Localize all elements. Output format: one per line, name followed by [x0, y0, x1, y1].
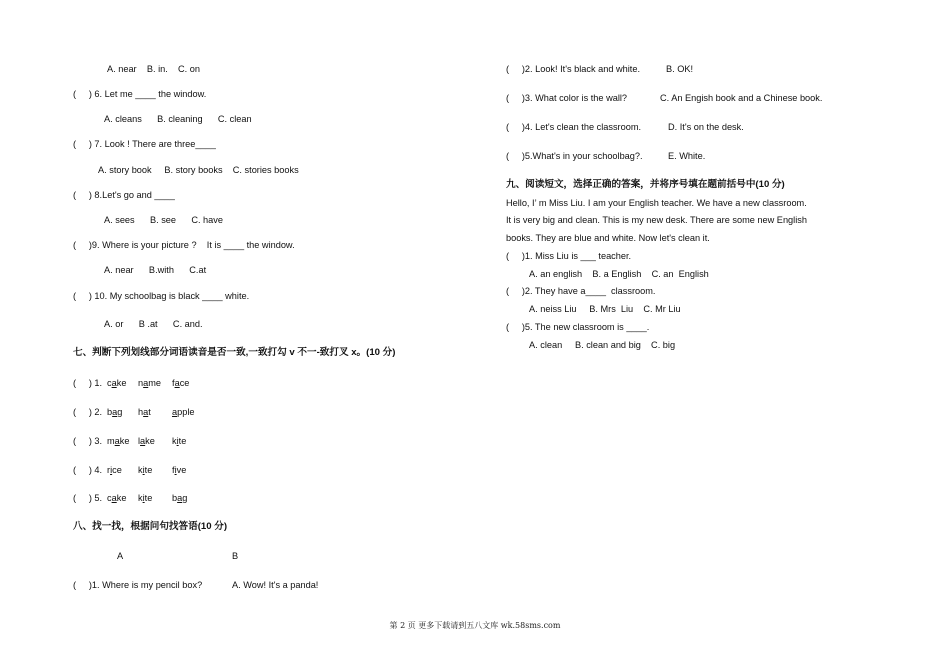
- underlined-letter: i: [174, 465, 177, 475]
- phonics-word: bag: [172, 493, 188, 503]
- reading-question: ( )1. Miss Liu is ___ teacher.: [506, 251, 632, 261]
- match-question: ( )5.What's in your schoolbag?.: [506, 151, 643, 161]
- match-answer: B. OK!: [666, 64, 694, 74]
- phonics-word: kite: [138, 465, 153, 475]
- passage-line: It is very big and clean. This is my new desk. There are some new English: [506, 215, 807, 225]
- underlined-letter: a: [112, 407, 118, 417]
- match-question: ( )2. Look! It's black and white.: [506, 64, 641, 74]
- match-question: ( )3. What color is the wall?: [506, 93, 628, 103]
- question-line: A. story book B. story books C. stories books: [98, 165, 299, 175]
- phonics-word: kite: [138, 493, 153, 503]
- page-footer: 第 2 页 更多下载请到五八文库 wk.58sms.com: [389, 621, 561, 630]
- underlined-letter: a: [143, 407, 149, 417]
- phonics-word: rice: [107, 465, 122, 475]
- phonics-word: face: [172, 378, 190, 388]
- underlined-letter: a: [143, 378, 149, 388]
- match-answer: D. It's on the desk.: [668, 122, 744, 132]
- reading-question: ( )5. The new classroom is ____.: [506, 322, 650, 332]
- phonics-item: ( ) 3.: [73, 436, 108, 446]
- passage-line: books. They are blue and white. Now let's clean it.: [506, 233, 710, 243]
- phonics-word: cake: [107, 378, 127, 388]
- phonics-word: cake: [107, 493, 127, 503]
- column-a-label: A: [117, 551, 124, 561]
- question-line: A. near B.with C.at: [104, 265, 207, 275]
- underlined-letter: a: [111, 378, 117, 388]
- question-line: A. cleans B. cleaning C. clean: [104, 114, 252, 124]
- reading-options: A. neiss Liu B. Mrs Liu C. Mr Liu: [529, 304, 681, 314]
- question-line: ( ) 8.Let's go and ____: [73, 190, 175, 200]
- section-9-title: 九、阅读短文，选择正确的答案，并将序号填在题前括号中(10 分): [506, 179, 785, 190]
- underlined-letter: i: [142, 465, 145, 475]
- phonics-item: ( ) 1.: [73, 378, 108, 388]
- question-line: A. sees B. see C. have: [104, 215, 223, 225]
- match-answer-a: A. Wow! It's a panda!: [232, 580, 319, 590]
- section-8-title: 八、找一找，根据问句找答语(10 分): [73, 521, 228, 532]
- column-b-label: B: [232, 551, 239, 561]
- phonics-item: ( ) 2.: [73, 407, 108, 417]
- question-line: A. near B. in. C. on: [107, 64, 200, 74]
- phonics-word: hat: [138, 407, 151, 417]
- match-question: ( )4. Let's clean the classroom.: [506, 122, 642, 132]
- passage-line: Hello, I’ m Miss Liu. I am your English teacher. We have a new classroom.: [506, 198, 807, 208]
- question-line: ( ) 6. Let me ____ the window.: [73, 89, 207, 99]
- phonics-word: name: [138, 378, 162, 388]
- reading-options: A. clean B. clean and big C. big: [529, 340, 676, 350]
- question-line: ( ) 7. Look ! There are three____: [73, 139, 216, 149]
- underlined-letter: a: [111, 493, 117, 503]
- phonics-word: kite: [172, 436, 187, 446]
- phonics-word: apple: [172, 407, 195, 417]
- underlined-letter: i: [142, 493, 145, 503]
- underlined-letter: a: [174, 378, 180, 388]
- phonics-item: ( ) 5.: [73, 493, 108, 503]
- phonics-word: make: [107, 436, 130, 446]
- reading-question: ( )2. They have a____ classroom.: [506, 286, 656, 296]
- question-line: ( ) 10. My schoolbag is black ____ white.: [73, 291, 250, 301]
- phonics-word: bag: [107, 407, 123, 417]
- phonics-word: lake: [138, 436, 155, 446]
- underlined-letter: a: [114, 436, 120, 446]
- underlined-letter: i: [110, 465, 113, 475]
- phonics-word: five: [172, 465, 187, 475]
- question-line: ( )9. Where is your picture ? It is ____ the window.: [73, 240, 295, 250]
- question-line: A. or B .at C. and.: [104, 319, 203, 329]
- match-answer: C. An Engish book and a Chinese book.: [660, 93, 823, 103]
- underlined-letter: a: [140, 436, 146, 446]
- match-question-1: ( )1. Where is my pencil box?: [73, 580, 203, 590]
- match-answer: E. White.: [668, 151, 706, 161]
- phonics-item: ( ) 4.: [73, 465, 108, 475]
- underlined-letter: a: [177, 493, 183, 503]
- underlined-letter: i: [176, 436, 179, 446]
- reading-options: A. an english B. a English C. an English: [529, 269, 709, 279]
- section-7-title: 七、判断下列划线部分词语读音是否一致,一致打勾 v 不一-致打叉 x。(10 分): [73, 347, 396, 358]
- underlined-letter: a: [172, 407, 178, 417]
